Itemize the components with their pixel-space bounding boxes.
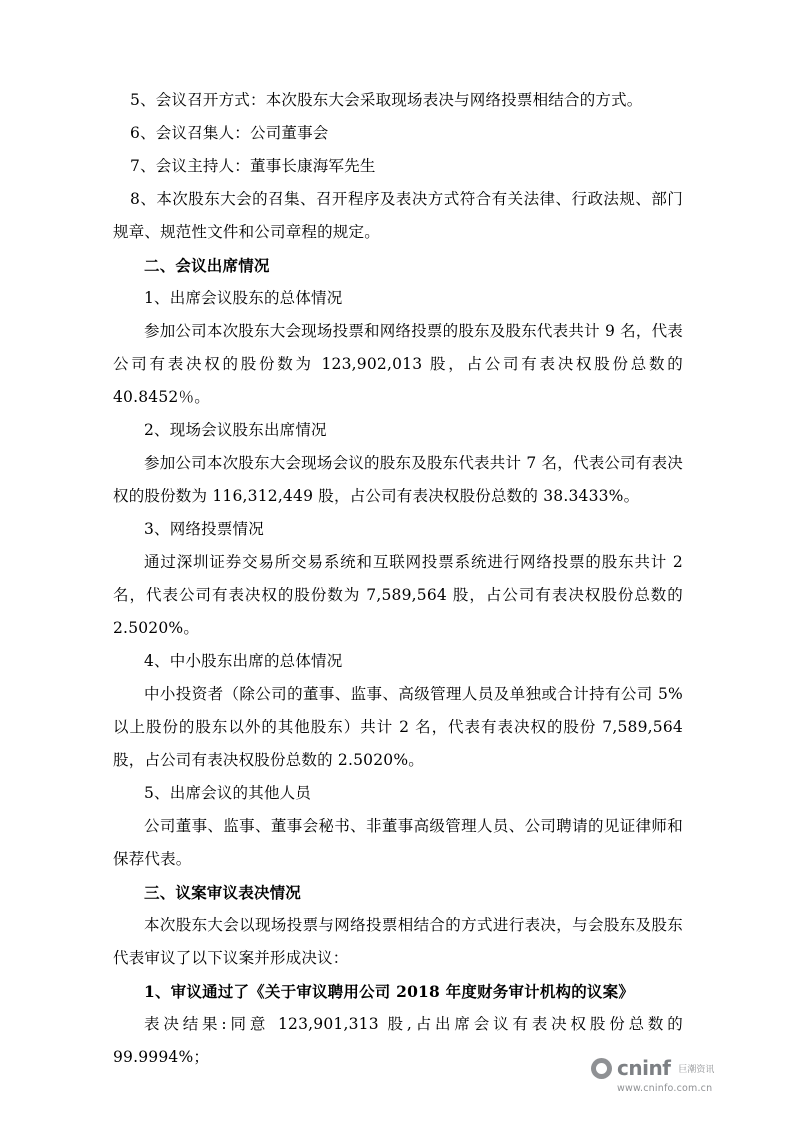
subsection-label-minority-shareholders: 4、中小股东出席的总体情况 bbox=[144, 652, 343, 670]
proposal-1-result: 表决结果:同意 123,901,313 股,占出席会议有表决权股份总数的 99.9994%； bbox=[113, 1015, 683, 1066]
section-heading-attendance: 二、会议出席情况 bbox=[144, 256, 270, 275]
proposal-1-heading: 1、审议通过了《关于审议聘用公司 2018 年度财务审计机构的议案》 bbox=[144, 982, 635, 1001]
paragraph-other-attendees: 公司董事、监事、董事会秘书、非董事高级管理人员、公司聘请的见证律师和保荐代表。 bbox=[113, 817, 683, 868]
document-body bbox=[113, 84, 683, 1074]
paragraph-onsite-attendance: 参加公司本次股东大会现场会议的股东及股东代表共计 7 名，代表公司有表决权的股份数为 116,312,449 股，占公司有表决权股份总数的 38.3433%。 bbox=[113, 454, 683, 505]
paragraph-item8: 8、本次股东大会的召集、召开程序及表决方式符合有关法律、行政法规、部门规章、规范性文件和公司章程的规定。 bbox=[113, 190, 683, 241]
paragraph-item7: 7、会议主持人：董事长康海军先生 bbox=[130, 157, 376, 175]
subsection-label-overall-attendance: 1、出席会议股东的总体情况 bbox=[144, 289, 343, 307]
paragraph-overall-attendance: 参加公司本次股东大会现场投票和网络投票的股东及股东代表共计 9 名，代表公司有表决权的股份数为 123,902,013 股，占公司有表决权股份总数的 40.8452％。 bbox=[113, 322, 683, 406]
logo-row bbox=[591, 1056, 741, 1080]
logo-chinese-name: 巨潮资讯 bbox=[678, 1064, 715, 1075]
cninfo-logo-icon bbox=[591, 1058, 612, 1079]
subsection-label-other-attendees: 5、出席会议的其他人员 bbox=[144, 784, 312, 802]
section-heading-proposals: 三、议案审议表决情况 bbox=[144, 883, 302, 902]
subsection-label-online-voting: 3、网络投票情况 bbox=[144, 520, 264, 538]
paragraph-minority-shareholders: 中小投资者（除公司的董事、监事、高级管理人员及单独或合计持有公司 5%以上股份的股东以外的其他股东）共计 2 名，代表有表决权的股份 7,589,564 股，占公司有表决权股份总数的 2.5020%。 bbox=[113, 685, 683, 769]
paragraph-item6: 6、会议召集人：公司董事会 bbox=[130, 124, 329, 142]
logo-wordmark: cninf bbox=[617, 1056, 671, 1080]
paragraph-item5: 5、会议召开方式：本次股东大会采取现场表决与网络投票相结合的方式。 bbox=[130, 91, 643, 109]
subsection-label-onsite-attendance: 2、现场会议股东出席情况 bbox=[144, 421, 327, 439]
paragraph-online-voting: 通过深圳证券交易所交易系统和互联网投票系统进行网络投票的股东共计 2 名，代表公司有表决权的股份数为 7,589,564 股，占公司有表决权股份总数的 2.5020%。 bbox=[113, 553, 683, 637]
footer-logo bbox=[591, 1056, 741, 1094]
footer-url: www.cninfo.com.cn bbox=[617, 1083, 713, 1094]
paragraph-proposals-intro: 本次股东大会以现场投票与网络投票相结合的方式进行表决，与会股东及股东代表审议了以下议案并形成决议： bbox=[113, 916, 683, 967]
